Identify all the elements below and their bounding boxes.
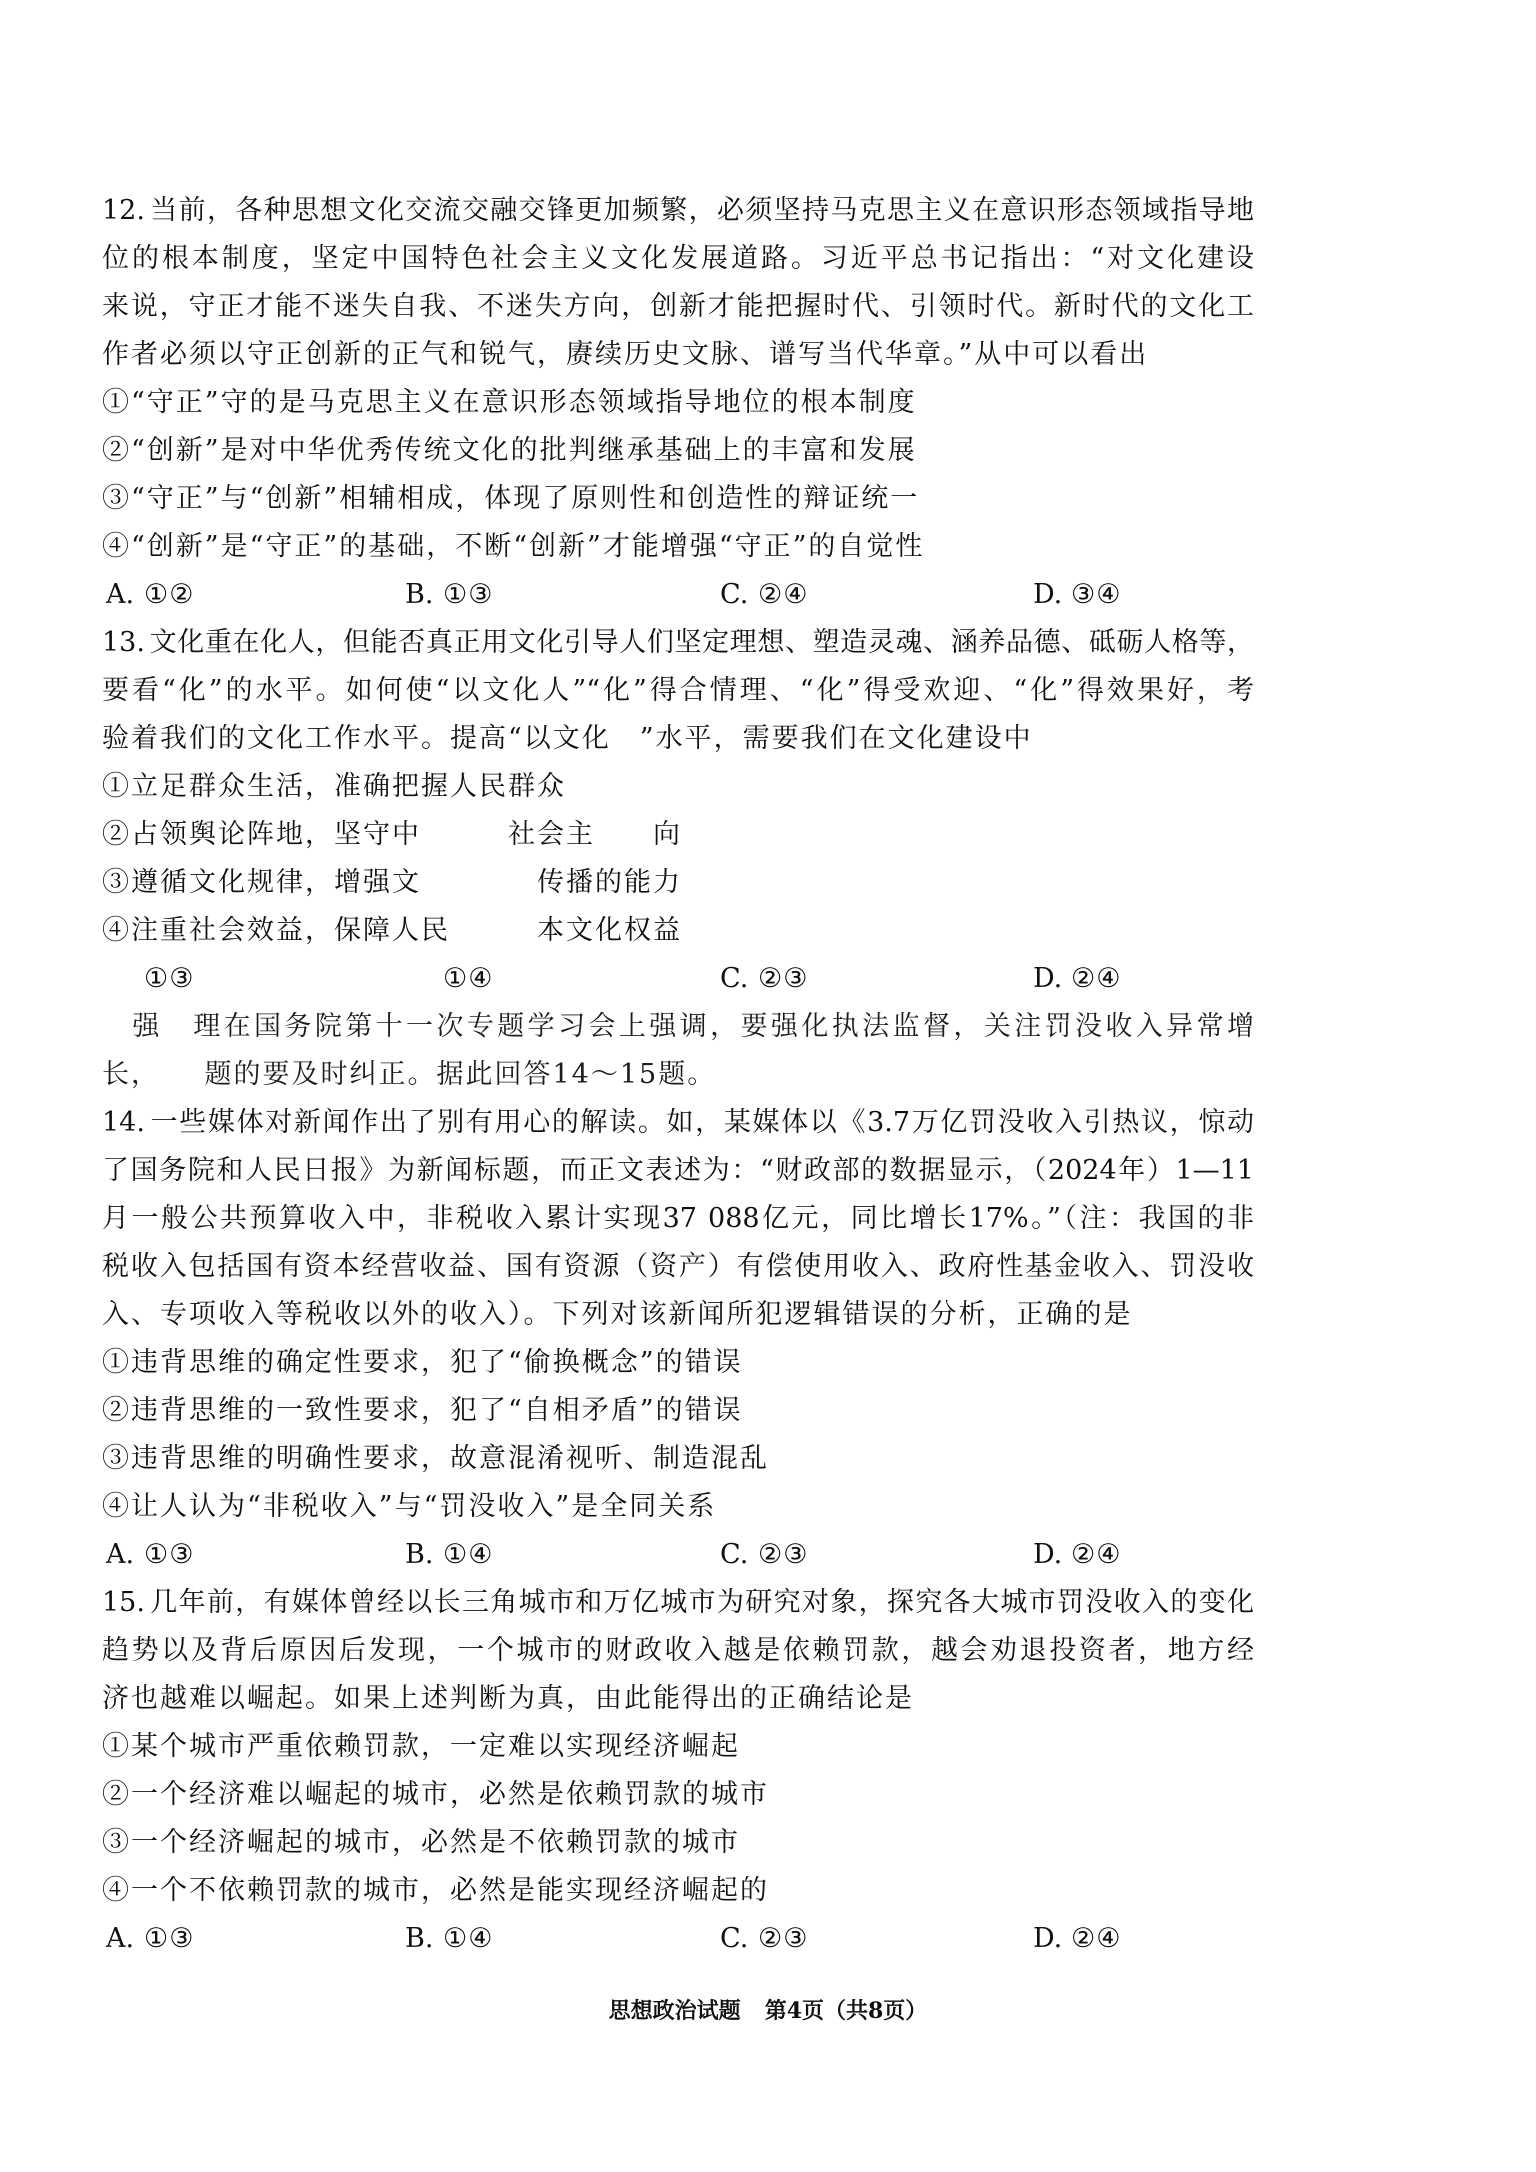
question-13-option-c [720, 955, 1033, 1003]
question-15-option-d [1033, 1915, 1233, 1963]
question-13-stem-line: 验着我们的文化工作水平。提高“以文化 ”水平，需要我们在文化建设中 [102, 723, 1033, 754]
question-15-option-c [720, 1915, 1033, 1963]
question-12-statement-4: ④“创新”是“守正”的基础，不断“创新”才能增强“守正”的自觉性 [102, 531, 925, 562]
question-13-statement-2: ②占领舆论阵地，坚守中 社会主 向 [102, 819, 682, 850]
option-value: ②④ [758, 579, 809, 610]
question-14-option-b [405, 1531, 720, 1579]
option-value: ②③ [758, 963, 809, 994]
option-value: ①③ [443, 579, 494, 610]
question-13-options [102, 955, 1254, 1003]
question-15-number: 15. [102, 1587, 145, 1618]
question-12-stem-text: 当前，各种思想文化交流交融交锋更加频繁，必须坚持马克思主义在意识形态领域指导地 [148, 195, 1254, 226]
question-13-statement-4: ④注重社会效益，保障人民 本文化权益 [102, 915, 682, 946]
question-14-stem-line: 月一般公共预算收入中，非税收入累计实现37 088亿元，同比增长17%。”（注：我国的非 [102, 1203, 1254, 1234]
question-14-option-a [106, 1531, 405, 1579]
question-13-stem-line: 要看“化”的水平。如何使“以文化人”“化”得合情理、“化”得受欢迎、“化”得效果好，考 [102, 675, 1254, 706]
option-label: B. [405, 1539, 434, 1570]
question-12-stem-line: 来说，守正才能不迷失自我、不迷失方向，创新才能把握时代、引领时代。新时代的文化工 [102, 291, 1254, 322]
question-12-statement-1: ①“守正”守的是马克思主义在意识形态领域指导地位的根本制度 [102, 387, 917, 418]
option-value: ②③ [758, 1923, 809, 1954]
option-label: B. [405, 579, 434, 610]
option-label: D. [1033, 1539, 1063, 1570]
option-label: A. [106, 579, 135, 610]
question-14-option-c [720, 1531, 1033, 1579]
question-13-statement-3: ③遵循文化规律，增强文 传播的能力 [102, 867, 682, 898]
question-12-option-c [720, 571, 1033, 619]
option-value: ②④ [1071, 1923, 1122, 1954]
question-13-option-b [405, 955, 720, 1003]
question-12-stem-line [102, 187, 1254, 235]
question-13-number: 13. [102, 627, 145, 658]
option-label: D. [1033, 963, 1063, 994]
passage-line: 长， 题的要及时纠正。据此回答14～15题。 [102, 1059, 717, 1090]
question-14-statement-3: ③违背思维的明确性要求，故意混淆视听、制造混乱 [102, 1443, 769, 1474]
exam-sheet [102, 187, 1254, 1963]
question-12-stem-line: 作者必须以守正创新的正气和锐气，赓续历史文脉、谱写当代华章。”从中可以看出 [102, 339, 1149, 370]
question-15-statement-4: ④一个不依赖罚款的城市，必然是能实现经济崛起的 [102, 1875, 769, 1906]
question-13-option-d [1033, 955, 1233, 1003]
option-value: ②④ [1071, 963, 1122, 994]
question-15-stem-text: 几年前，有媒体曾经以长三角城市和万亿城市为研究对象，探究各大城市罚没收入的变化 [148, 1587, 1254, 1618]
option-value: ②④ [1071, 1539, 1122, 1570]
question-14 [102, 1099, 1254, 1579]
option-value: ①④ [443, 1923, 494, 1954]
question-14-statement-1: ①违背思维的确定性要求，犯了“偷换概念”的错误 [102, 1347, 743, 1378]
question-15-stem-line [102, 1579, 1254, 1627]
option-label: B. [405, 1923, 434, 1954]
question-12-option-b [405, 571, 720, 619]
option-label: D. [1033, 1923, 1063, 1954]
option-label: D. [1033, 579, 1063, 610]
footer-subject: 思想政治试题 [608, 1998, 741, 2024]
question-12-statement-3: ③“守正”与“创新”相辅相成，体现了原则性和创造性的辩证统一 [102, 483, 920, 514]
option-value: ①② [144, 579, 195, 610]
option-label: C. [720, 963, 749, 994]
question-14-stem-line [102, 1099, 1254, 1147]
question-14-stem-line: 税收入包括国有资本经营收益、国有资源（资产）有偿使用收入、政府性基金收入、罚没收 [102, 1251, 1254, 1282]
question-13-stem-text: 文化重在化人，但能否真正用文化引导人们坚定理想、塑造灵魂、涵养品德、砥砺人格等， [148, 627, 1254, 658]
question-12-option-a [106, 571, 405, 619]
question-12 [102, 187, 1254, 619]
option-value: ①④ [443, 963, 494, 994]
passage-14-15 [102, 1003, 1254, 1099]
option-label: A. [106, 1539, 135, 1570]
question-15-option-a [106, 1915, 405, 1963]
question-15-statement-3: ③一个经济崛起的城市，必然是不依赖罚款的城市 [102, 1827, 740, 1858]
page-footer [0, 1987, 1536, 2035]
question-12-stem-line: 位的根本制度，坚定中国特色社会主义文化发展道路。习近平总书记指出：“对文化建设 [102, 243, 1254, 274]
question-15-statement-1: ①某个城市严重依赖罚款，一定难以实现经济崛起 [102, 1731, 740, 1762]
question-14-stem-line: 入、专项收入等税收以外的收入）。下列对该新闻所犯逻辑错误的分析，正确的是 [102, 1299, 1133, 1330]
question-15 [102, 1579, 1254, 1963]
question-15-statement-2: ②一个经济难以崛起的城市，必然是依赖罚款的城市 [102, 1779, 769, 1810]
option-label: C. [720, 1539, 749, 1570]
option-label: C. [720, 579, 749, 610]
option-value: ①③ [144, 1923, 195, 1954]
footer-page-number: 第4页（共8页） [764, 1998, 928, 2024]
option-value: ①③ [144, 963, 195, 994]
option-label: C. [720, 1923, 749, 1954]
question-12-statement-2: ②“创新”是对中华优秀传统文化的批判继承基础上的丰富和发展 [102, 435, 917, 466]
option-value: ①③ [144, 1539, 195, 1570]
question-14-option-d [1033, 1531, 1233, 1579]
question-13 [102, 619, 1254, 1003]
question-15-option-b [405, 1915, 720, 1963]
question-14-options [102, 1531, 1254, 1579]
question-14-statement-4: ④让人认为“非税收入”与“罚没收入”是全同关系 [102, 1491, 717, 1522]
question-15-stem-line: 趋势以及背后原因后发现，一个城市的财政收入越是依赖罚款，越会劝退投资者，地方经 [102, 1635, 1254, 1666]
question-12-number: 12. [102, 195, 145, 226]
question-12-options [102, 571, 1254, 619]
question-15-options [102, 1915, 1254, 1963]
question-15-stem-line: 济也越难以崛起。如果上述判断为真，由此能得出的正确结论是 [102, 1683, 914, 1714]
option-value: ①④ [443, 1539, 494, 1570]
option-label: A. [106, 1923, 135, 1954]
question-14-stem-line: 了国务院和人民日报》为新闻标题，而正文表述为：“财政部的数据显示，（2024年）1—11 [102, 1155, 1254, 1186]
option-value: ②③ [758, 1539, 809, 1570]
question-13-option-a [106, 955, 405, 1003]
question-14-stem-text: 一些媒体对新闻作出了别有用心的解读。如，某媒体以《3.7万亿罚没收入引热议，惊动 [148, 1107, 1254, 1138]
question-14-statement-2: ②违背思维的一致性要求，犯了“自相矛盾”的错误 [102, 1395, 743, 1426]
passage-line: 强 理在国务院第十一次专题学习会上强调，要强化执法监督，关注罚没收入异常增 [102, 1011, 1254, 1042]
option-value: ③④ [1071, 579, 1122, 610]
question-13-stem-line [102, 619, 1254, 667]
question-14-number: 14. [102, 1107, 145, 1138]
question-13-statement-1: ①立足群众生活，准确把握人民群众 [102, 771, 566, 802]
question-12-option-d [1033, 571, 1233, 619]
